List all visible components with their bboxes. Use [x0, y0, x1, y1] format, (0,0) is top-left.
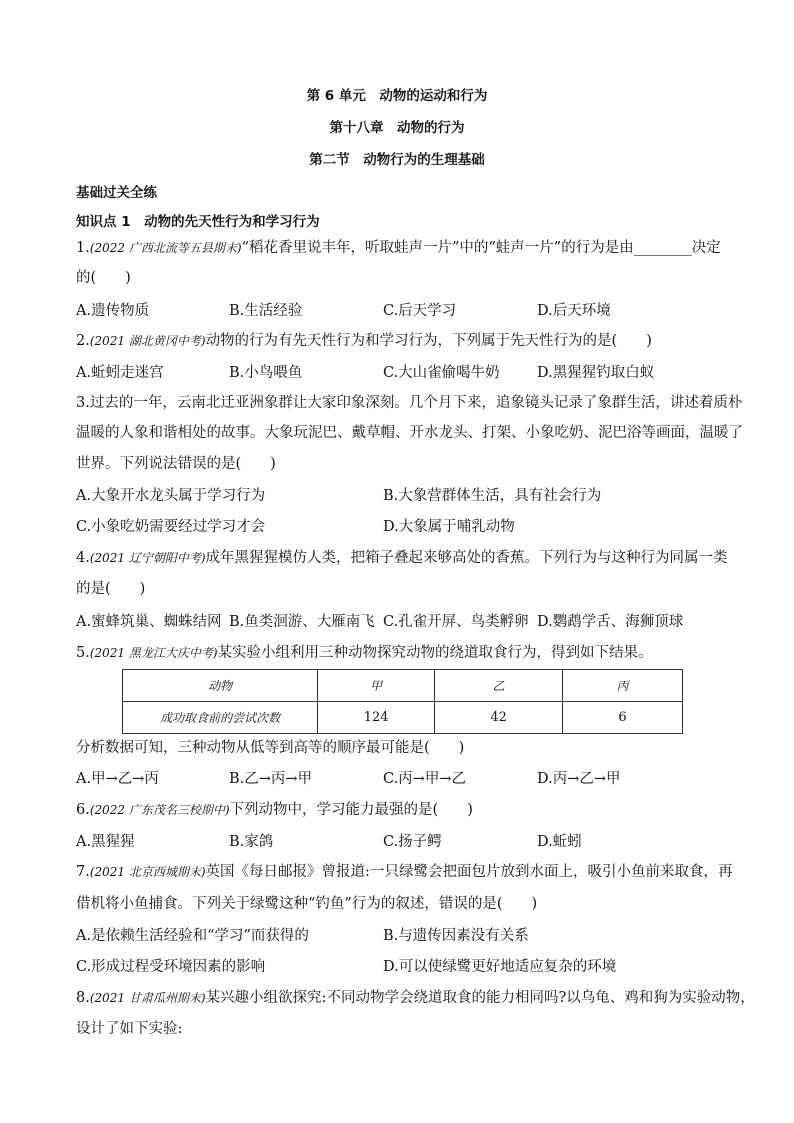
option-b: B.与遗传因素没有关系	[383, 928, 529, 944]
knowledge-point-heading: 知识点 1 动物的先天性行为和学习行为	[76, 214, 320, 230]
question-source: (2021 辽宁朝阳中考)	[89, 551, 206, 565]
table-cell: 6	[563, 702, 683, 734]
option-a: A.蜜蜂筑巢、蜘蛛结网	[76, 614, 222, 630]
table-header-cell: 动物	[123, 670, 318, 702]
question-source: (2022 广东茂名三校期中)	[89, 803, 230, 817]
results-table	[122, 669, 683, 734]
question-1	[76, 238, 721, 258]
option-a: A.大象开水龙头属于学习行为	[76, 488, 266, 504]
option-b: B.乙→丙→甲	[229, 771, 313, 787]
table-cell: 124	[318, 702, 435, 734]
option-c: C.丙→甲→乙	[383, 771, 466, 787]
question-7	[76, 862, 732, 882]
table-header-row	[123, 670, 683, 702]
question-number: 7.	[76, 864, 90, 880]
question-4	[76, 548, 728, 568]
option-c: C.扬子鳄	[383, 834, 442, 850]
option-b: B.小鸟喂鱼	[229, 365, 303, 381]
option-b: B.家鸽	[229, 834, 274, 850]
option-d: D.黑猩猩钓取白蚁	[537, 365, 655, 381]
question-text-line: 过去的一年，云南北迁亚洲象群让大家印象深刻。几个月下来，追象镜头记录了象群生活，讲述着质朴	[89, 395, 743, 411]
question-3	[76, 393, 742, 413]
option-d: D.可以使绿鹭更好地适应复杂的环境	[383, 959, 617, 975]
option-c: C.后天学习	[383, 303, 457, 319]
option-a: A.蚯蚓走迷宫	[76, 365, 164, 381]
question-text-line: 的是( )	[76, 581, 146, 597]
question-source: (2021 黑龙江大庆中考)	[89, 646, 218, 660]
option-c: C.小象吃奶需要经过学习才会	[76, 519, 266, 535]
question-number: 6.	[76, 802, 90, 818]
question-source: (2021 甘肃瓜州期末)	[89, 991, 206, 1005]
option-d: D.后天环境	[537, 303, 611, 319]
option-d: D.丙→乙→甲	[537, 771, 621, 787]
question-number: 8.	[76, 990, 90, 1006]
question-number: 3.	[76, 395, 90, 411]
question-5	[76, 643, 653, 663]
option-c: C.大山雀偷喝牛奶	[383, 365, 500, 381]
option-d: D.大象属于哺乳动物	[383, 519, 515, 535]
option-c: C.孔雀开屏、鸟类孵卵	[383, 614, 529, 630]
option-a: A.黑猩猩	[76, 834, 135, 850]
practice-heading: 基础过关全练	[76, 185, 157, 201]
question-text-line: 借机将小鱼捕食。下列关于绿鹭这种“钓鱼”行为的叙述，错误的是( )	[76, 896, 538, 912]
question-text-line: 世界。下列说法错误的是( )	[76, 456, 276, 472]
question-text-line: 的( )	[76, 270, 131, 286]
question-text-line: 某实验小组利用三种动物探究动物的绕道取食行为，得到如下结果。	[217, 645, 653, 661]
option-b: B.鱼类洄游、大雁南飞	[229, 614, 375, 630]
question-text-line: 成年黑猩猩模仿人类，把箱子叠起来够高处的香蕉。下列行为与这种行为同属一类	[205, 550, 728, 566]
question-source: (2022 广西北流等五县期末)	[89, 241, 242, 255]
option-a: A.是依赖生活经验和“学习”而获得的	[76, 928, 309, 944]
question-text-line: 温暖的人象和谐相处的故事。大象玩泥巴、戴草帽、开水龙头、打架、小象吃奶、泥巴浴等画面，温暖了	[76, 425, 743, 441]
table-cell: 42	[435, 702, 563, 734]
option-b: B.生活经验	[229, 303, 303, 319]
question-text-line: 下列动物中，学习能力最强的是( )	[229, 802, 473, 818]
table-header-cell: 丙	[563, 670, 683, 702]
question-8	[76, 988, 755, 1008]
question-text-line: 英国《每日邮报》曾报道:一只绿鹭会把面包片放到水面上，吸引小鱼前来取食，再	[205, 864, 733, 880]
table-header-cell: 乙	[435, 670, 563, 702]
option-a: A.甲→乙→丙	[76, 771, 159, 787]
option-d: D.鹦鹉学舌、海狮顶球	[537, 614, 684, 630]
option-b: B.大象营群体生活，具有社会行为	[383, 488, 602, 504]
option-c: C.形成过程受环境因素的影响	[76, 959, 266, 975]
table-header-cell: 甲	[318, 670, 435, 702]
question-number: 4.	[76, 550, 90, 566]
question-2	[76, 331, 652, 351]
question-number: 1.	[76, 240, 90, 256]
table-row-label: 成功取食前的尝试次数	[123, 702, 318, 734]
chapter-title: 第十八章 动物的行为	[329, 120, 465, 136]
question-text-line: 某兴趣小组欲探究:不同动物学会绕道取食的能力相同吗?以乌龟、鸡和狗为实验动物，	[205, 990, 755, 1006]
option-d: D.蚯蚓	[537, 834, 582, 850]
question-text-line: 分析数据可知，三种动物从低等到高等的顺序最可能是( )	[76, 740, 465, 756]
option-a: A.遗传物质	[76, 303, 150, 319]
question-number: 5.	[76, 645, 90, 661]
question-text-line: 动物的行为有先天性行为和学习行为，下列属于先天性行为的是( )	[205, 333, 652, 349]
question-text-line: “稻花香里说丰年，听取蛙声一片”中的“蛙声一片”的行为是由________决定	[241, 240, 721, 256]
question-number: 2.	[76, 333, 90, 349]
section-title: 第二节 动物行为的生理基础	[309, 152, 485, 168]
question-source: (2021 湖北黄冈中考)	[89, 334, 206, 348]
unit-title: 第 6 单元 动物的运动和行为	[306, 88, 488, 104]
table-row	[123, 702, 683, 734]
question-6	[76, 800, 473, 820]
question-text-line: 设计了如下实验:	[76, 1021, 183, 1037]
question-source: (2021 北京西城期末)	[89, 865, 206, 879]
